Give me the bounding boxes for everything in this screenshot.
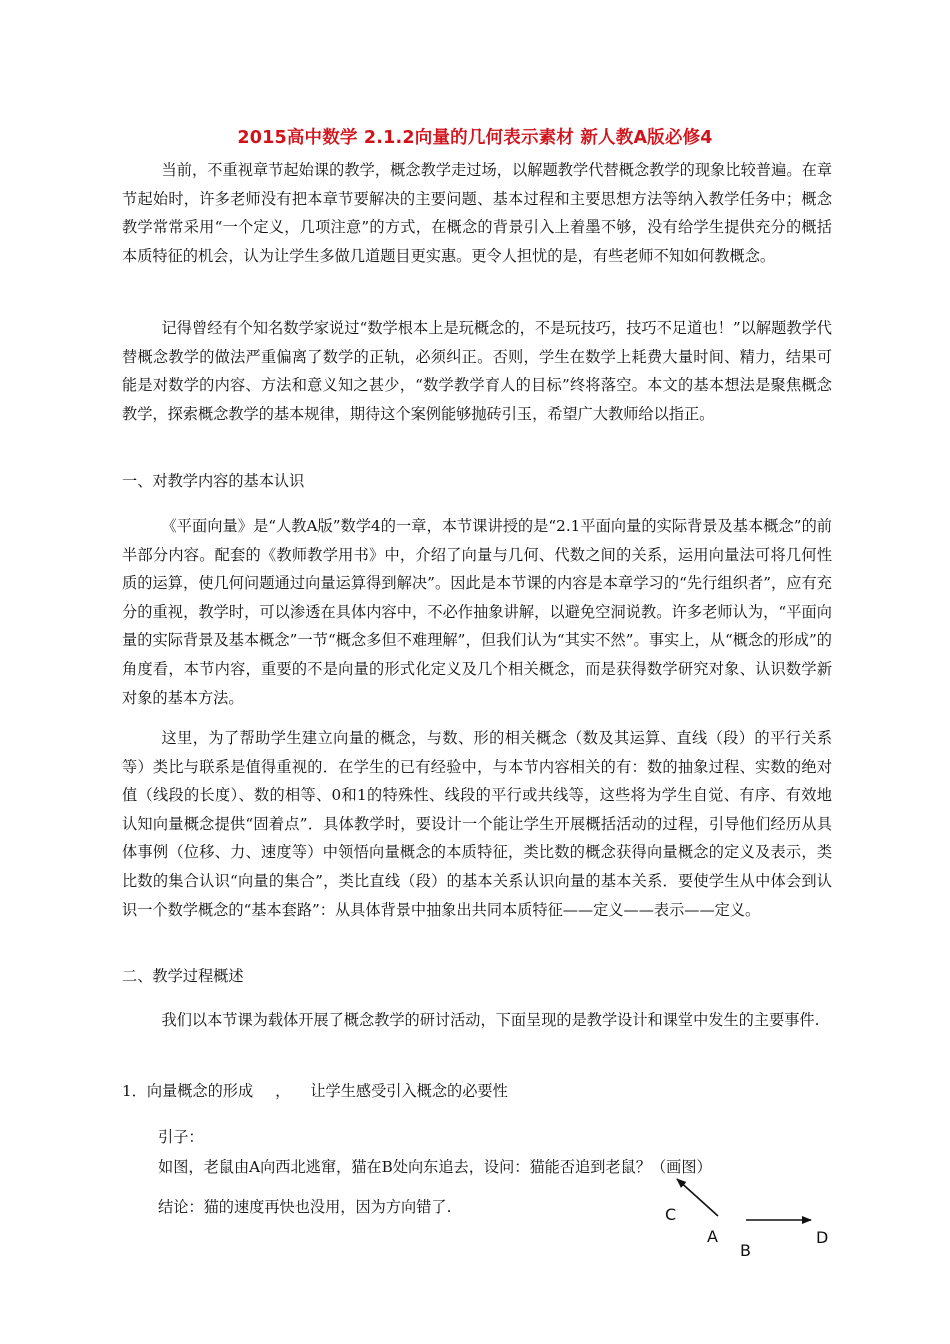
document-title: 2015高中数学 2.1.2向量的几何表示素材 新人教A版必修4 (237, 128, 713, 148)
point-b-label: B (740, 1241, 751, 1260)
paragraph-intro: 当前，不重视章节起始课的教学，概念教学走过场，以解题教学代替概念教学的现象比较普遍。在章节起始时，许多老师没有把本章节要解决的主要问题、基本过程和主要思想方法等纳入教学任务中；概念教学常常采用“一个定义，几项注意”的方式，在概念的背景引入上着墨不够，没有给学生提供充分的概括本质特征的机会，认为让学生多做几道题目更实惠。更令人担忧的是，有些老师不知如何教概念。 (122, 161, 832, 265)
item-number: 1． (122, 1082, 147, 1100)
item-topic: 向量概念的形成 (146, 1082, 254, 1100)
item-separator: ， (275, 1082, 291, 1100)
point-d-label: D (816, 1228, 829, 1247)
problem-statement: 如图，老鼠由A向西北逃窜，猫在B处向东追去，设问：猫能否追到老鼠？（画图） (158, 1158, 712, 1176)
section-heading-1: 一、对教学内容的基本认识 (122, 472, 305, 490)
point-c-label: C (665, 1205, 677, 1224)
paragraph-concept-building: 这里，为了帮助学生建立向量的概念，与数、形的相关概念（数及其运算、直线（段）的平行关系等）类比与联系是值得重视的．在学生的已有经验中，与本节内容相关的有：数的抽象过程、实数的绝对值（线段的长度）、数的相等、0和1的特殊性、线段的平行或共线等，这些将为学生自觉、有序、有效地认知向量概念提供“固着点”．具体教学时，要设计一个能让学生开展概括活动的过程，引导他们经历从具体事例（位移、力、速度等）中领悟向量概念的本质特征，类比数的概念获得向量概念的定义及表示，类比数的集合认识“向量的集合”，类比直线（段）的基本关系认识向量的基本关系．要使学生从中体会到认识一个数学概念的“基本套路”：从具体背景中抽象出共同本质特征——定义——表示——定义。 (122, 729, 832, 919)
point-a-label: A (707, 1227, 718, 1246)
item-1-heading (122, 1077, 508, 1105)
paragraph-process-intro: 我们以本节课为载体开展了概念教学的研讨活动，下面呈现的是教学设计和课堂中发生的主要事件. (161, 1011, 820, 1029)
chase-diagram (640, 1170, 850, 1270)
item-goal: 让学生感受引入概念的必要性 (310, 1082, 508, 1100)
section-heading-2: 二、教学过程概述 (122, 967, 244, 985)
paragraph-content-analysis: 《平面向量》是“人教A版”数学4的一章，本节课讲授的是“2.1平面向量的实际背景及基本概念”的前半部分内容。配套的《教师教学用书》中，介绍了向量与几何、代数之间的关系，运用向量法可将几何性质的运算，使几何问题通过向量运算得到解决”。因此是本节课的内容是本章学习的“先行组织者”，应有充分的重视，教学时，可以渗透在具体内容中，不必作抽象讲解，以避免空洞说教。许多老师认为，“平面向量的实际背景及基本概念”一节“概念多但不难理解”，但我们认为“其实不然”。事实上，从“概念的形成”的角度看，本节内容，重要的不是向量的形式化定义及几个相关概念，而是获得数学研究对象、认识数学新对象的基本方法。 (122, 517, 832, 707)
conclusion-statement: 结论：猫的速度再快也没用，因为方向错了. (158, 1198, 452, 1216)
paragraph-quote: 记得曾经有个知名数学家说过“数学根本上是玩概念的，不是玩技巧，技巧不足道也！”以解题教学代替概念教学的做法严重偏离了数学的正轨，必须纠正。否则，学生在数学上耗费大量时间、精力，结果可能是对数学的内容、方法和意义知之甚少，“数学教学育人的目标”终将落空。本文的基本想法是聚焦概念教学，探索概念教学的基本规律，期待这个案例能够抛砖引玉，希望广大教师给以指正。 (122, 319, 832, 423)
intro-label: 引子： (158, 1128, 204, 1146)
mouse-direction-arrow (677, 1179, 718, 1216)
